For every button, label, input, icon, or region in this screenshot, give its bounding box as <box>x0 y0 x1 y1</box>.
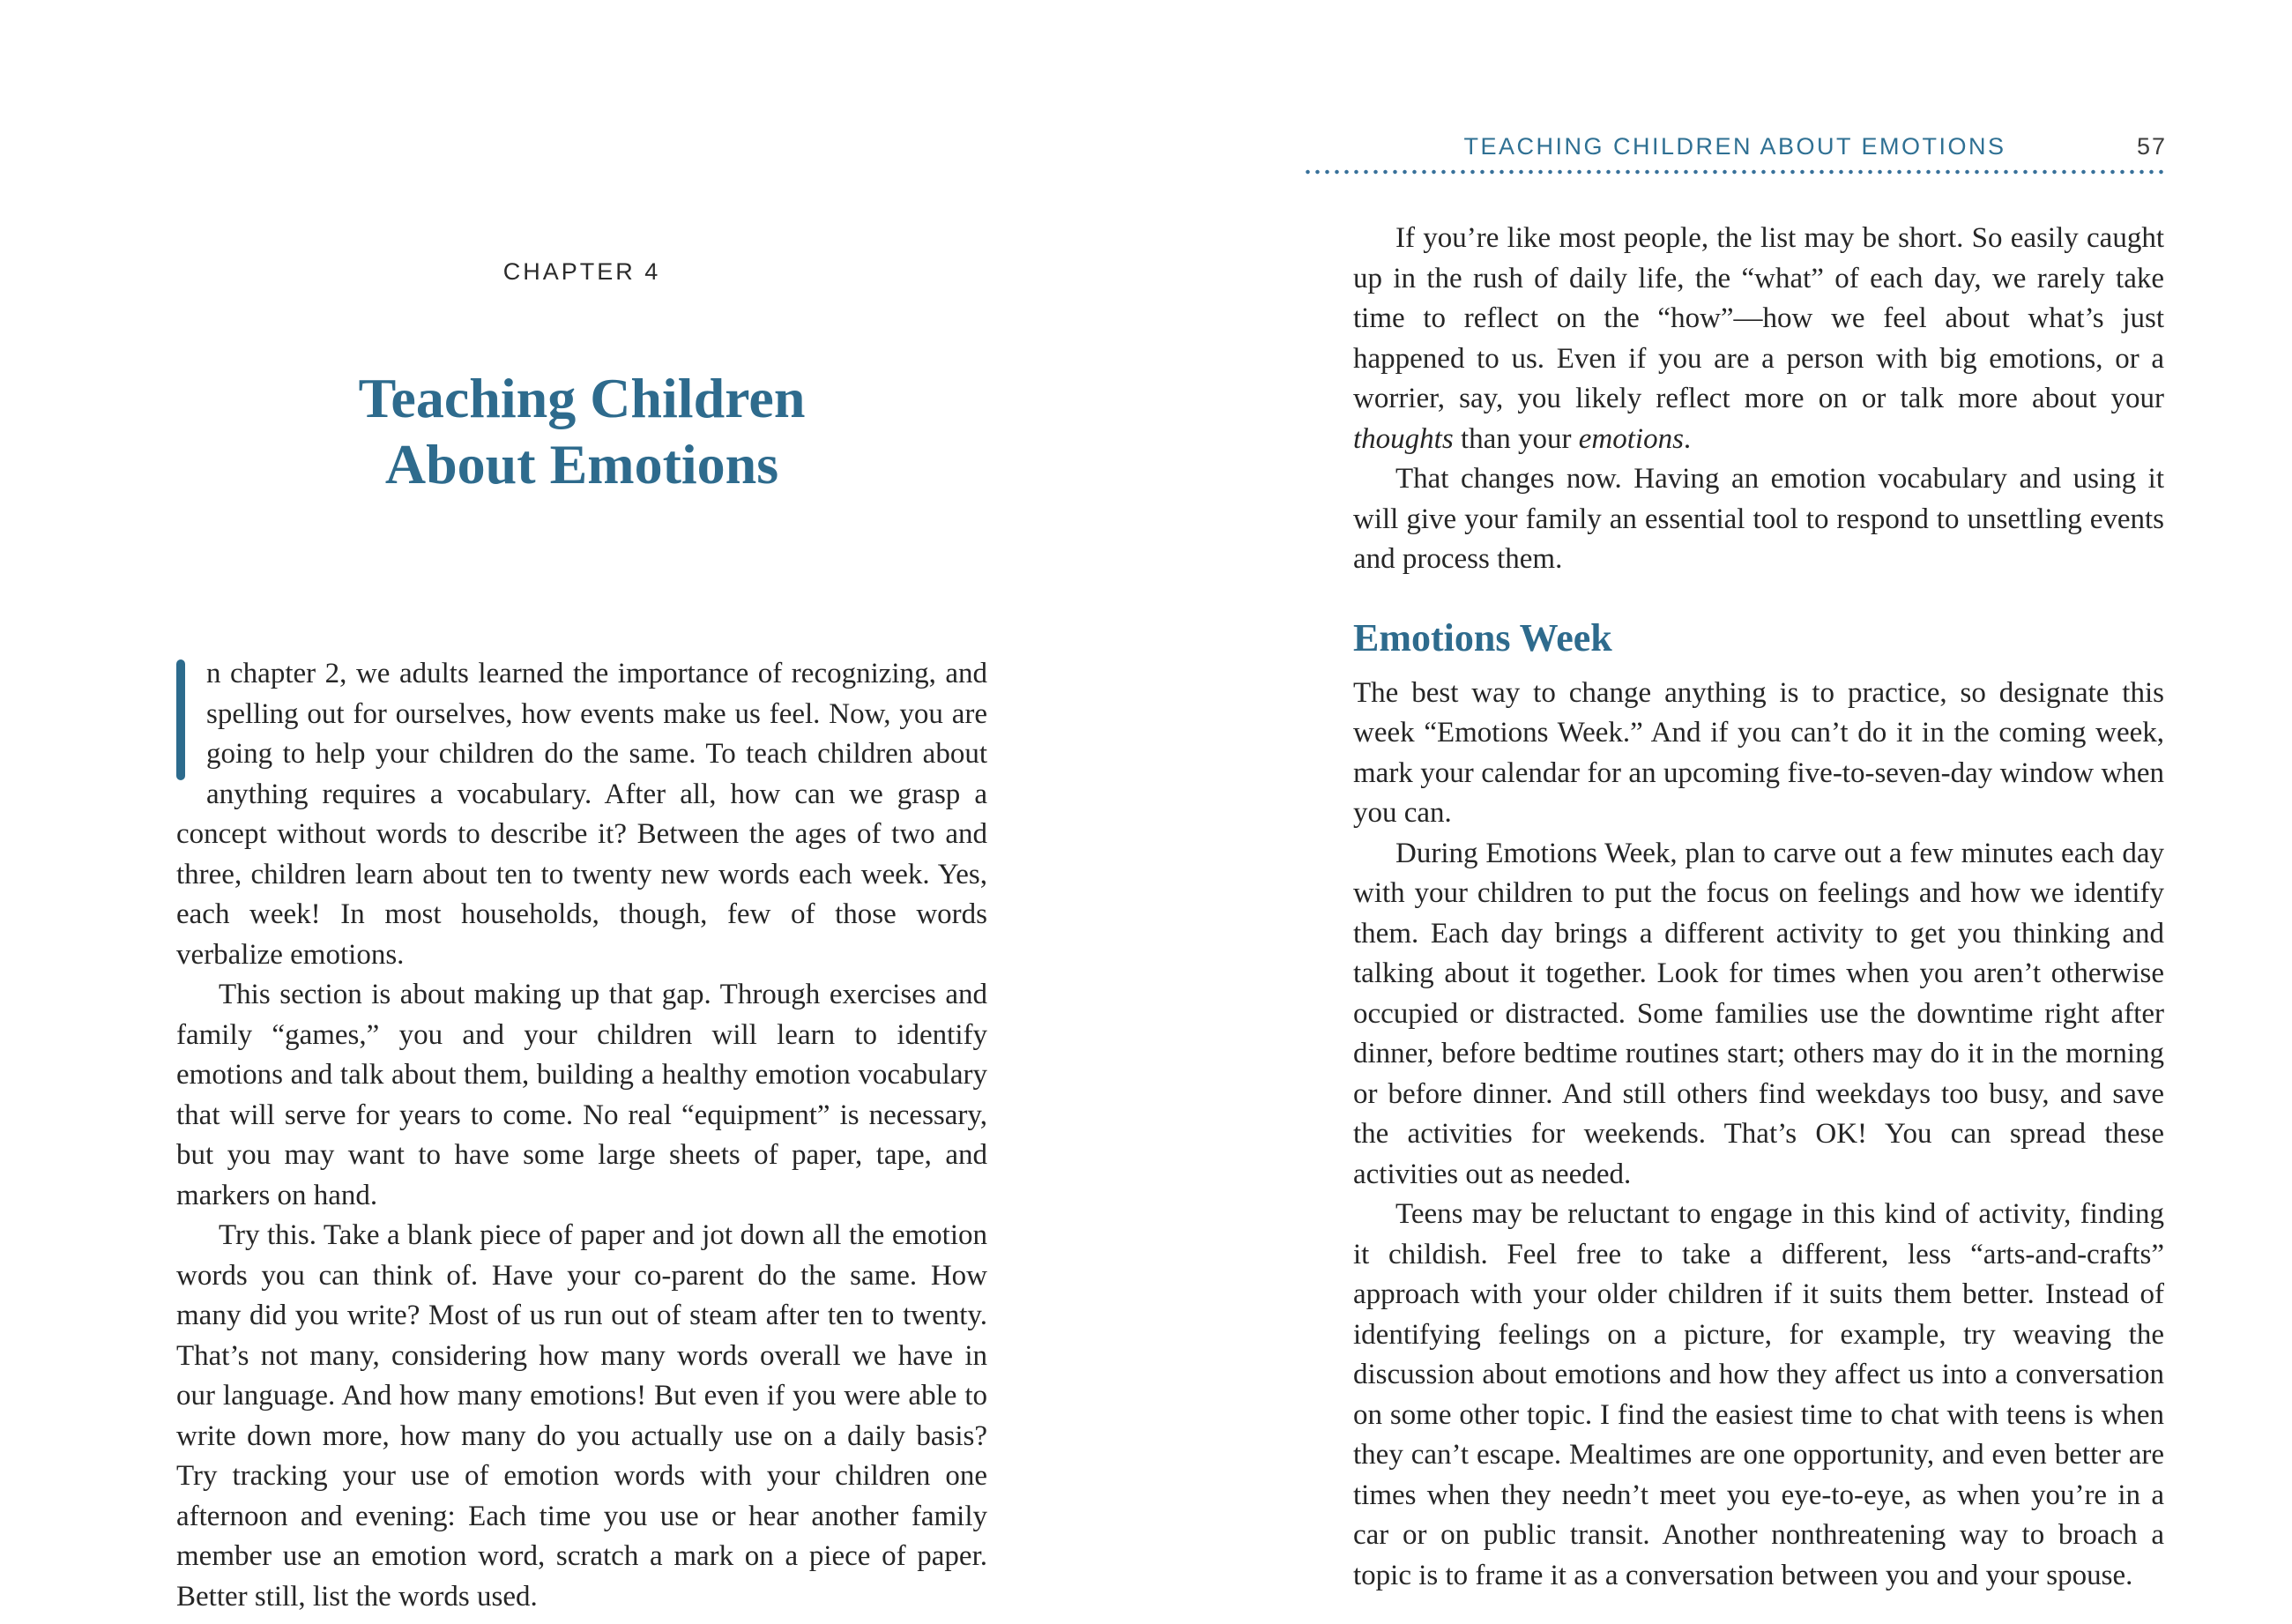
opening-paragraph <box>176 654 987 975</box>
right-paragraph-5: Teens may be reluctant to engage in this kind of activity, finding it childish. Feel free to take a different, less “arts-and-crafts” approach with your older children if it suits them better. Instead of identifying feelings on a picture, for example, try weaving the discussion about emotions and how they affect us into a conversation on some other topic. I find the easiest time to chat with teens is when they can’t escape. Mealtimes are one opportunity, and even better are times when they needn’t meet you eye-to-eye, as when you’re in a car or on public transit. Another nonthreatening way to broach a topic is to frame it as a conversation between you and your spouse. <box>1353 1198 2164 1591</box>
section-heading: Emotions Week <box>1353 615 1612 659</box>
right-paragraph-1-end: . <box>1683 422 1692 455</box>
right-paragraph-1 <box>1353 219 2164 459</box>
right-paragraph-1-text: If you’re like most people, the list may be short. So easily caught up in the rush of daily life, the “what” of each day, we rarely take time to reflect on the “how”—how we feel about what’s just happened to us. Even if you are a person with big emotions, or a worrier, say, you likely reflect more on or talk more about your <box>1353 222 2164 414</box>
right-page <box>1303 0 2167 1596</box>
opening-paragraph-text: n chapter 2, we adults learned the importance of recognizing, and spelling out for ourselves, how events make us feel. Now, you are going to help your children do the same. To teach children about anything requires a vocabulary. After all, how can we grasp a concept without words to describe it? Between the ages of two and three, children learn about ten to twenty new words each week. Yes, each week! In most households, though, few of those words verbalize emotions. <box>176 658 987 971</box>
chapter-title-line2: About Emotions <box>384 433 779 495</box>
chapter-title-line1: Teaching Children <box>358 367 806 429</box>
right-paragraph-3: The best way to change anything is to practice, so designate this week “Emotions Week.” And if you can’t do it in the coming week, mark your calendar for an upcoming five-to-seven-day window when you can. <box>1353 676 2164 830</box>
right-paragraph-4: During Emotions Week, plan to carve out a few minutes each day with your children to put the focus on feelings and how we identify them. Each day brings a different activity to get you thinking and talking about it together. Look for times when you aren’t otherwise occupied or distracted. Some families use the downtime right after dinner, before bedtime routines start; others may do it in the morning or before dinner. And still others find weekdays too busy, and save the activities for weekends. That’s OK! You can spread these activities out as needed. <box>1353 837 2164 1190</box>
italic-word-thoughts: thoughts <box>1353 422 1454 455</box>
drop-cap-letter-i <box>176 659 185 780</box>
italic-word-emotions: emotions <box>1578 422 1684 455</box>
running-header-title: TEACHING CHILDREN ABOUT EMOTIONS <box>1463 133 2006 160</box>
chapter-title <box>176 365 987 497</box>
chapter-label: CHAPTER 4 <box>502 258 661 285</box>
left-page <box>176 0 987 1617</box>
left-paragraph-3: Try this. Take a blank piece of paper and jot down all the emotion words you can think of. Have your co-parent do the same. How many did you write? Most of us run out of steam after ten to twenty. That’s not many, considering how many words overall we have in our language. And how many emotions! But even if you were able to write down more, how many do you actually use on a daily basis? Try tracking your use of emotion words with your children one afternoon and evening: Each time you use or hear another family member use an emotion word, scratch a mark on a piece of paper. Better still, list the words used. <box>176 1219 987 1613</box>
right-paragraph-2: That changes now. Having an emotion vocabulary and using it will give your family an essential tool to respond to unsettling events and process them. <box>1353 463 2164 575</box>
dotted-rule <box>1303 169 2167 175</box>
left-page-body <box>176 654 987 1617</box>
right-paragraph-1-mid: than your <box>1453 422 1579 455</box>
left-paragraph-2: This section is about making up that gap. Through exercises and family “games,” you and your children will learn to identify emotions and talk about them, building a healthy emotion vocabulary that will serve for years to come. No real “equipment” is necessary, but you may want to have some large sheets of paper, tape, and markers on hand. <box>176 979 987 1211</box>
running-header <box>1303 132 2167 175</box>
page-number: 57 <box>2136 133 2167 160</box>
right-page-body <box>1353 219 2164 1596</box>
